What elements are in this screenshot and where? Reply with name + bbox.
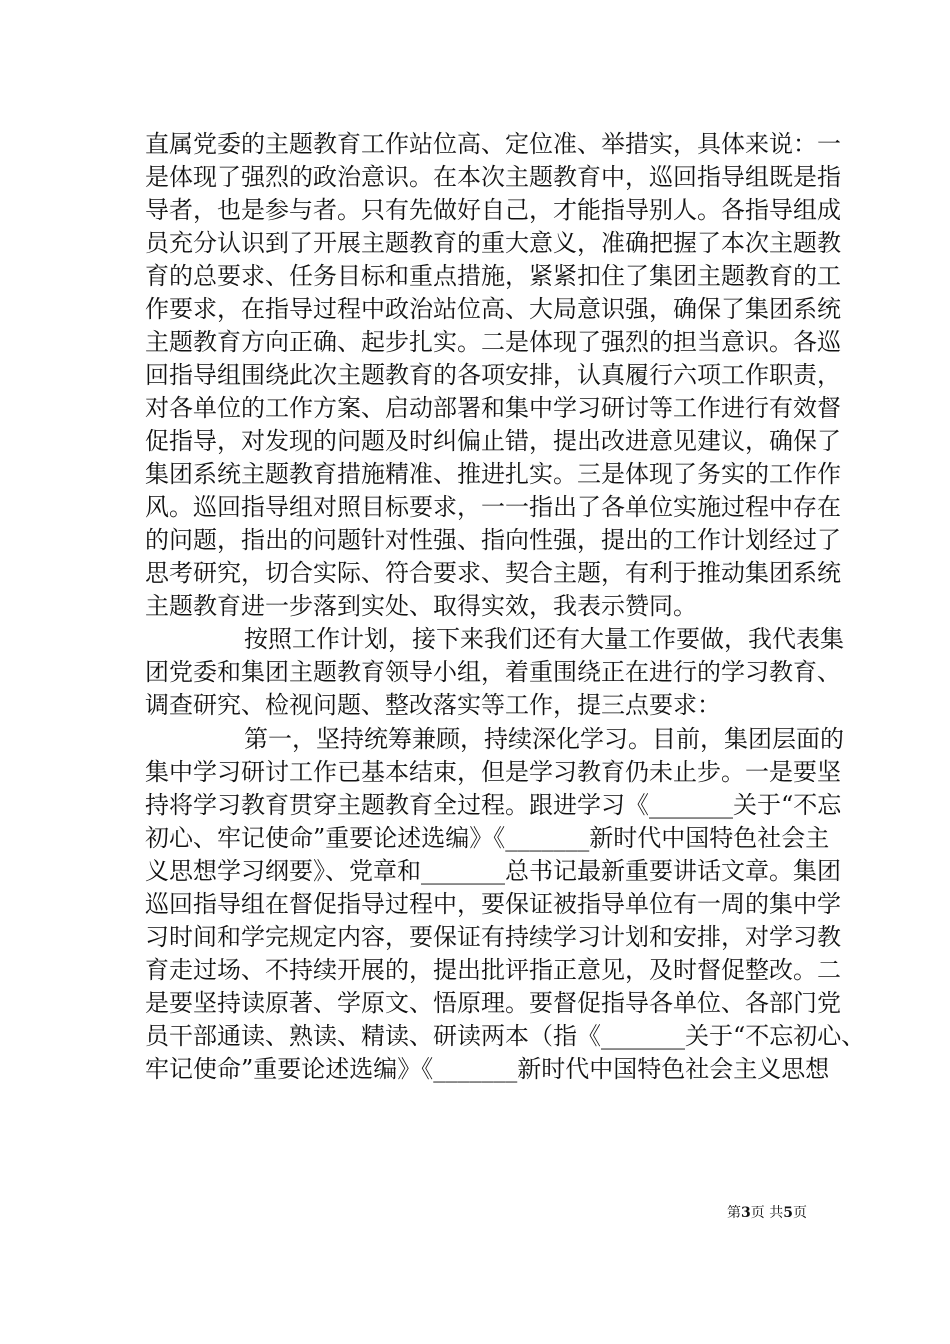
footer-middle: 页 共	[750, 1205, 784, 1221]
text-line: 按照工作计划，接下来我们还有大量工作要做，我代表集	[244, 625, 844, 653]
text-line: 持将学习教育贯穿主题教育全过程。跟进学习《_______关于“不忘	[145, 791, 842, 819]
text-line: 义思想学习纲要》、党章和_______总书记最新重要讲话文章。集团	[145, 857, 841, 885]
text-line: 集中学习研讨工作已基本结束，但是学习教育仍未止步。一是要坚	[145, 758, 841, 786]
text-line: 主题教育进一步落到实处、取得实效，我表示赞同。	[145, 592, 697, 620]
current-page-number: 3	[741, 1205, 751, 1221]
text-line: 直属党委的主题教育工作站位高、定位准、举措实，具体来说：一	[145, 130, 841, 158]
text-line: 牢记使命”重要论述选编》《_______新时代中国特色社会主义思想	[145, 1055, 830, 1083]
text-line: 员充分认识到了开展主题教育的重大意义，准确把握了本次主题教	[145, 229, 841, 257]
text-line: 巡回指导组在督促指导过程中，要保证被指导单位有一周的集中学	[145, 890, 841, 918]
text-line: 集团系统主题教育措施精准、推进扎实。三是体现了务实的工作作	[145, 460, 841, 488]
text-line: 育的总要求、任务目标和重点措施，紧紧扣住了集团主题教育的工	[145, 262, 841, 290]
footer-prefix: 第	[727, 1205, 742, 1221]
total-pages-number: 5	[783, 1205, 793, 1221]
text-line: 是体现了强烈的政治意识。在本次主题教育中，巡回指导组既是指	[145, 163, 841, 191]
text-line: 的问题，指出的问题针对性强、指向性强，提出的工作计划经过了	[145, 526, 841, 554]
text-line: 育走过场、不持续开展的，提出批评指正意见，及时督促整改。二	[145, 956, 841, 984]
text-line: 习时间和学完规定内容，要保证有持续学习计划和安排，对学习教	[145, 923, 841, 951]
footer-suffix: 页	[793, 1205, 807, 1221]
text-line: 作要求，在指导过程中政治站位高、大局意识强，确保了集团系统	[145, 295, 841, 323]
text-line: 第一，坚持统筹兼顾，持续深化学习。目前，集团层面的	[244, 725, 844, 753]
text-line: 调查研究、检视问题、整改落实等工作，提三点要求：	[145, 691, 721, 719]
text-line: 思考研究，切合实际、符合要求、契合主题，有利于推动集团系统	[145, 559, 841, 587]
text-line: 主题教育方向正确、起步扎实。二是体现了强烈的担当意识。各巡	[145, 328, 841, 356]
text-line: 风。巡回指导组对照目标要求，一一指出了各单位实施过程中存在	[145, 493, 841, 521]
text-line: 员干部通读、熟读、精读、研读两本（指《_______关于“不忘初心、	[145, 1022, 866, 1050]
text-line: 回指导组围绕此次主题教育的各项安排，认真履行六项工作职责，	[145, 361, 841, 389]
text-line: 是要坚持读原著、学原文、悟原理。要督促指导各单位、各部门党	[145, 989, 841, 1017]
text-line: 促指导，对发现的问题及时纠偏止错，提出改进意见建议，确保了	[145, 427, 841, 455]
text-line: 对各单位的工作方案、启动部署和集中学习研讨等工作进行有效督	[145, 394, 841, 422]
text-line: 导者，也是参与者。只有先做好自己，才能指导别人。各指导组成	[145, 196, 841, 224]
text-line: 团党委和集团主题教育领导小组，着重围绕正在进行的学习教育、	[145, 658, 841, 686]
page-footer	[727, 1204, 807, 1222]
text-line: 初心、牢记使命”重要论述选编》《_______新时代中国特色社会主	[145, 824, 830, 852]
